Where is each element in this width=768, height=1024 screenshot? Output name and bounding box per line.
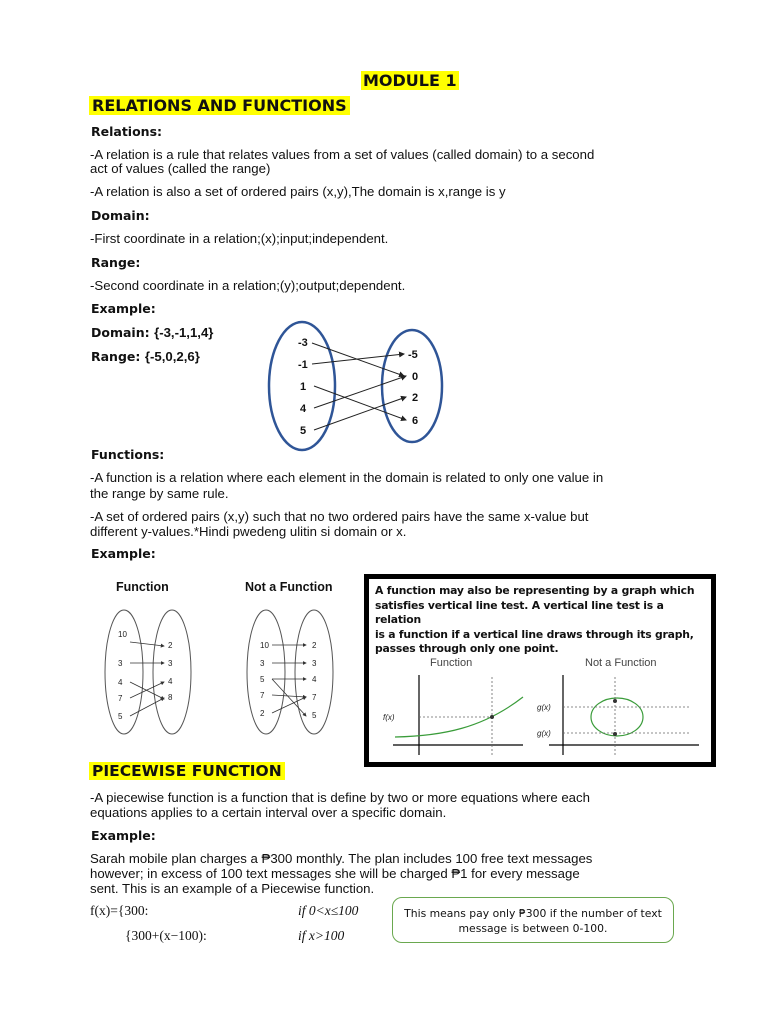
domain-text: -First coordinate in a relation;(x);input;independent. <box>90 231 389 246</box>
formula-row-2-right: if x>100 <box>298 928 345 943</box>
range-value: -5 <box>408 349 418 361</box>
example-domain <box>91 324 213 342</box>
not-function-domain-value: 2 <box>260 709 265 718</box>
not-function-range-value: 2 <box>312 641 317 650</box>
function-range-value: 8 <box>168 693 173 702</box>
range-text: -Second coordinate in a relation;(y);output;dependent. <box>90 278 406 293</box>
functions-text-1: -A function is a relation where each element in the domain is related to only one value in <box>90 470 604 485</box>
relations-text-2: act of values (called the range) <box>90 161 271 176</box>
function-domain-value: 7 <box>118 694 123 703</box>
example-range <box>91 348 200 366</box>
range-value: 2 <box>412 392 419 404</box>
formula-row-1-right: if 0<x≤100 <box>298 903 359 918</box>
example-range-value: {-5,0,2,6} <box>144 349 200 364</box>
domain-label: Domain: <box>91 208 150 223</box>
relations-text-1: -A relation is a rule that relates values from a set of values (called domain) to a second <box>90 147 595 162</box>
function-domain-value: 10 <box>118 630 127 639</box>
not-function-domain-value: 3 <box>260 659 265 668</box>
f-x-label: f(x) <box>383 713 395 722</box>
range-label: Range: <box>91 255 141 270</box>
formula-row-1-left: f(x)={300: <box>90 903 149 918</box>
domain-value: -1 <box>298 359 308 371</box>
example-label-1: Example: <box>91 301 156 316</box>
domain-value: 4 <box>300 403 307 415</box>
function-range-value: 4 <box>168 677 173 686</box>
functions-text-2: the range by same rule. <box>90 486 229 501</box>
domain-value: 1 <box>300 381 307 393</box>
function-diagram-title: Function <box>116 580 169 594</box>
not-function-range-value: 3 <box>312 659 317 668</box>
function-mapping-diagram <box>100 606 200 738</box>
relations-text-3: -A relation is also a set of ordered pairs (x,y),The domain is x,range is y <box>90 184 506 199</box>
function-domain-value: 5 <box>118 712 123 721</box>
vlt-text-3: is a function if a vertical line draws through its graph, <box>375 627 694 641</box>
function-domain-value: 4 <box>118 678 123 687</box>
function-range-value: 2 <box>168 641 173 650</box>
piecewise-example-2: however; in excess of 100 text messages she will be charged ₱1 for every message <box>90 866 580 881</box>
piecewise-example-1: Sarah mobile plan charges a ₱300 monthly. The plan includes 100 free text messages <box>90 851 593 866</box>
not-function-domain-value: 10 <box>260 641 269 650</box>
g-x-label-top: g(x) <box>537 703 551 712</box>
vlt-text-1: A function may also be representing by a graph which <box>375 584 695 597</box>
not-function-range-value: 7 <box>312 693 317 702</box>
range-value: 6 <box>412 415 419 427</box>
module-title: MODULE 1 <box>363 71 457 90</box>
domain-value: 5 <box>300 425 307 437</box>
piecewise-text-2: equations applies to a certain interval over a specific domain. <box>90 805 447 820</box>
example-label-2: Example: <box>91 546 156 561</box>
piecewise-example-3: sent. This is an example of a Piecewise function. <box>90 881 375 896</box>
formula-row-2-left: {300+(x−100): <box>125 928 207 943</box>
piecewise-note-box <box>392 897 674 943</box>
vlt-text-2: satisfies vertical line test. A vertical line test is a relation <box>375 598 664 626</box>
section-title-piecewise: PIECEWISE FUNCTION <box>89 762 285 780</box>
functions-text-4: different y-values.*Hindi pwedeng ulitin si domain or x. <box>90 524 407 539</box>
example-domain-value: {-3,-1,1,4} <box>154 325 214 340</box>
vlt-text-4: passes through only one point. <box>375 642 559 655</box>
function-range-value: 3 <box>168 659 173 668</box>
not-function-diagram-title: Not a Function <box>245 580 333 594</box>
example-label-3: Example: <box>91 828 156 843</box>
section-title-relations: RELATIONS AND FUNCTIONS <box>89 96 350 115</box>
note-text-2: message is between 0-100. <box>458 922 608 935</box>
g-x-label-bottom: g(x) <box>537 729 551 738</box>
range-value: 0 <box>412 371 419 383</box>
not-function-range-value: 4 <box>312 675 317 684</box>
relations-label: Relations: <box>91 124 163 139</box>
example-range-label: Range: <box>91 349 141 364</box>
graph-function-title: Function <box>430 657 473 669</box>
not-function-graph <box>539 673 704 757</box>
function-domain-value: 3 <box>118 659 123 668</box>
vertical-line-test-box <box>364 574 716 767</box>
graph-not-function-title: Not a Function <box>585 657 657 669</box>
piecewise-text-1: -A piecewise function is a function that is define by two or more equations where each <box>90 790 590 805</box>
relation-mapping-diagram <box>262 318 462 454</box>
function-graph <box>373 673 533 757</box>
example-domain-label: Domain: <box>91 325 150 340</box>
domain-value: -3 <box>298 337 308 349</box>
not-function-mapping-diagram <box>240 606 340 738</box>
not-function-domain-value: 7 <box>260 691 265 700</box>
functions-text-3: -A set of ordered pairs (x,y) such that no two ordered pairs have the same x-value but <box>90 509 589 524</box>
not-function-domain-value: 5 <box>260 675 265 684</box>
functions-label: Functions: <box>91 447 165 462</box>
not-function-range-value: 5 <box>312 711 317 720</box>
note-text-1: This means pay only ₱300 if the number of text <box>404 907 662 920</box>
